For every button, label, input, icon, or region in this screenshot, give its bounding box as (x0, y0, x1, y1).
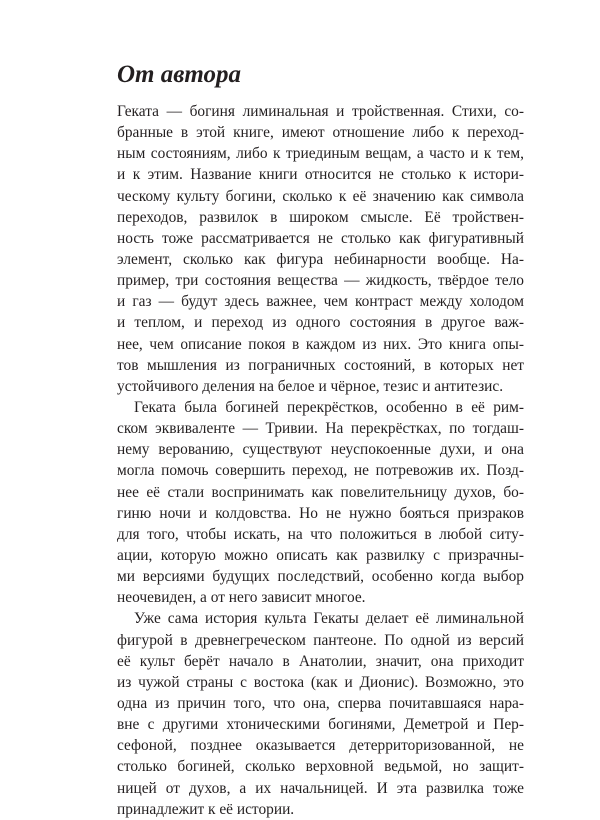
paragraph-1-line: переходов, развилок в широком смысле. Её тройствен- (117, 208, 524, 226)
paragraph-2-line: ации, которую можно описать как развилку с призрачны- (117, 546, 524, 564)
paragraph-1-line: и газ — будут здесь важнее, чем контраст между холодом (117, 293, 524, 311)
paragraph-1-line: и к этим. Название книги относится не столько к истори- (117, 166, 524, 184)
paragraph-1-line: Геката — богиня лиминальная и тройственная. Стихи, со- (117, 103, 524, 120)
paragraph-1-line: тов мышления из пограничных состояний, в которых нет (117, 356, 524, 374)
paragraph-1-line: элемент, сколько как фигура небинарности вообще. На- (117, 250, 524, 268)
paragraph-2-line: ском эквиваленте — Тривии. На перекрёстках, по тогдаш- (117, 420, 524, 438)
paragraph-1-line: устойчивого деления на белое и чёрное, тезис и антитезис. (117, 377, 504, 395)
paragraph-1-line: нее, чем описание покоя в каждом из них. Это книга опы- (117, 335, 524, 353)
paragraph-1-line: ческому культу богини, сколько к её значению как символа (117, 187, 524, 205)
paragraph-2-line: ми версиями будущих последствий, особенно когда выбор (117, 568, 524, 586)
paragraph-1-line: ным состояниям, либо к триединым вещам, а часто и к тем, (117, 145, 524, 163)
paragraph-2-line: неочевиден, а от него зависит многое. (117, 589, 366, 607)
paragraph-2-line: могла помочь совершить переход, не потревожив их. Позд- (117, 462, 524, 480)
paragraph-1-line: ность тоже рассматривается не столько как фигуративный (117, 229, 524, 247)
paragraph-2-line: нему верованию, существуют неуспокоенные духи, и она (117, 441, 524, 459)
paragraph-3-line: ницей от духов, а их начальницей. И эта развилка тоже (117, 779, 524, 797)
paragraph-2-line: нее её стали воспринимать как повелительницу духов, бо- (117, 483, 524, 501)
paragraph-3-line: вне с другими хтоническими богинями, Деметрой и Пер- (117, 716, 524, 734)
paragraph-3-line: её культ берёт начало в Анатолии, значит, она приходит (117, 652, 524, 670)
paragraph-3-line: столько богиней, сколько верховной ведьмой, но защит- (117, 758, 524, 776)
paragraph-1-line: и теплом, и переход из одного состояния в другое важ- (117, 314, 524, 332)
paragraph-2-line: гиню ночи и колдовства. Но не нужно бояться призраков (117, 504, 524, 522)
paragraph-3-line: из чужой страны с востока (как и Дионис). Возможно, это (117, 673, 524, 691)
paragraph-1-line: бранные в этой книге, имеют отношение либо к переход- (117, 124, 524, 142)
paragraph-2-line: Геката была богиней перекрёстков, особенно в её рим- (134, 398, 524, 416)
paragraph-2-line: для того, чтобы искать, на что положиться в любой ситу- (117, 525, 524, 543)
paragraph-3-line: сефоной, позднее оказывается детерриторизованной, не (117, 737, 524, 755)
body-text (117, 101, 524, 820)
paragraph-3-line: фигурой в древнегреческом пантеоне. По одной из версий (117, 631, 524, 649)
paragraph-3-line: одна из причин того, что она, сперва почитавшаяся нара- (117, 694, 524, 712)
paragraph-3-line: принадлежит к её истории. (117, 800, 295, 818)
paragraph-1-line: пример, три состояния вещества — жидкость, твёрдое тело (117, 272, 524, 290)
paragraph-3-line: Уже сама история культа Гекаты делает её лиминальной (134, 610, 524, 628)
chapter-title: От автора (117, 61, 242, 88)
